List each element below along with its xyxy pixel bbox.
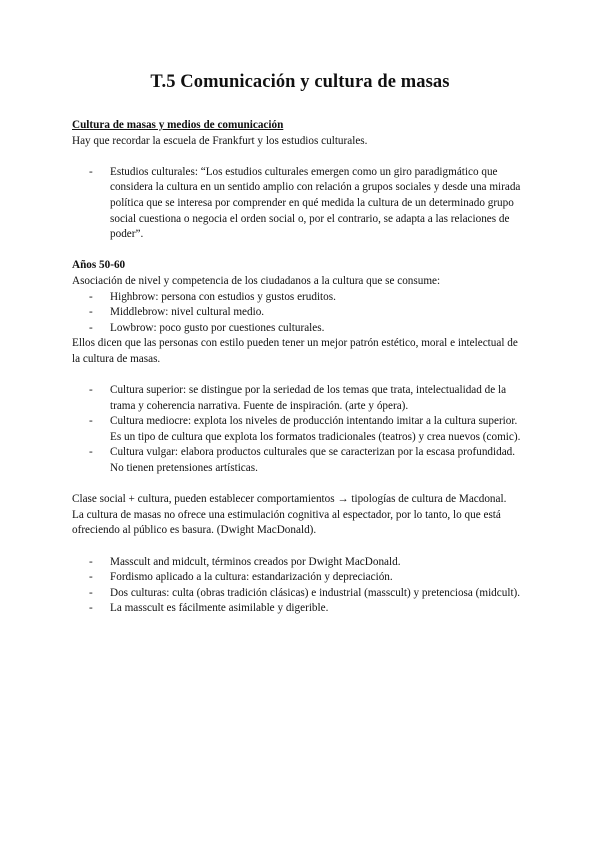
list-item: - Cultura vulgar: elabora productos culturales que se caracterizan por la escasa profundidad. No tienen pretensiones artísticas. [72, 445, 528, 476]
list-item: - La masscult es fácilmente asimilable y digerible. [72, 601, 528, 617]
list-estudios-culturales [72, 165, 528, 243]
list-item: - Cultura superior: se distingue por la seriedad de los temas que trata, intelectualidad de la trama y coherencia narrativa. Fuente de inspiración. (arte y ópera). [72, 383, 528, 414]
list-item: - Masscult and midcult, términos creados por Dwight MacDonald. [72, 555, 528, 571]
list-tipos-cultura [72, 383, 528, 477]
paragraph-clase-social: Clase social + cultura, pueden establecer comportamientos → tipologías de cultura de Macdonal. [72, 493, 507, 506]
section-heading-cultura-de-masas: Cultura de masas y medios de comunicación [72, 119, 284, 131]
list-item: - Estudios culturales: “Los estudios culturales emergen como un giro paradigmático que considera la cultura en un sentido amplio con relación a grupos sociales y desde una mirada política que se interesa por comprender en qué medida la cultura de un determinado grupo social cuestiona o negocia el orden social o, por el contrario, se adapta a las relaciones de poder”. [72, 165, 528, 243]
paragraph-frankfurt: Hay que recordar la escuela de Frankfurt y los estudios culturales. [72, 134, 368, 147]
list-brows [72, 290, 528, 337]
paragraph-macdonald: La cultura de masas no ofrece una estimulación cognitiva al espectador, por lo tanto, lo que está ofreciendo al público es basura. (Dwight MacDonald). [72, 508, 501, 537]
paragraph-asociacion: Asociación de nivel y competencia de los ciudadanos a la cultura que se consume: [72, 274, 441, 287]
spacer [72, 243, 528, 259]
list-item: - Dos culturas: culta (obras tradición clásicas) e industrial (masscult) y pretenciosa (midcult). [72, 586, 528, 602]
list-item: - Fordismo aplicado a la cultura: estandarización y depreciación. [72, 570, 528, 586]
section-heading-anos-50-60: Años 50-60 [72, 259, 126, 272]
document-body [72, 118, 528, 617]
list-item: - Highbrow: persona con estudios y gustos eruditos. [72, 290, 528, 306]
spacer [72, 149, 528, 165]
list-item: - Lowbrow: poco gusto por cuestiones culturales. [72, 321, 528, 337]
spacer [72, 539, 528, 555]
list-item: - Cultura mediocre: explota los niveles de producción intentando imitar a la cultura superior. Es un tipo de cultura que explota los formatos tradicionales (teatros) y crea nuevos (comic). [72, 414, 528, 445]
paragraph-estilo: Ellos dicen que las personas con estilo pueden tener un mejor patrón estético, moral e intelectual de la cultura de masas. [72, 337, 518, 365]
list-item: - Middlebrow: nivel cultural medio. [72, 305, 528, 321]
page-title: T.5 Comunicación y cultura de masas [150, 72, 450, 92]
spacer [72, 477, 528, 493]
list-masscult [72, 555, 528, 617]
spacer [72, 368, 528, 384]
